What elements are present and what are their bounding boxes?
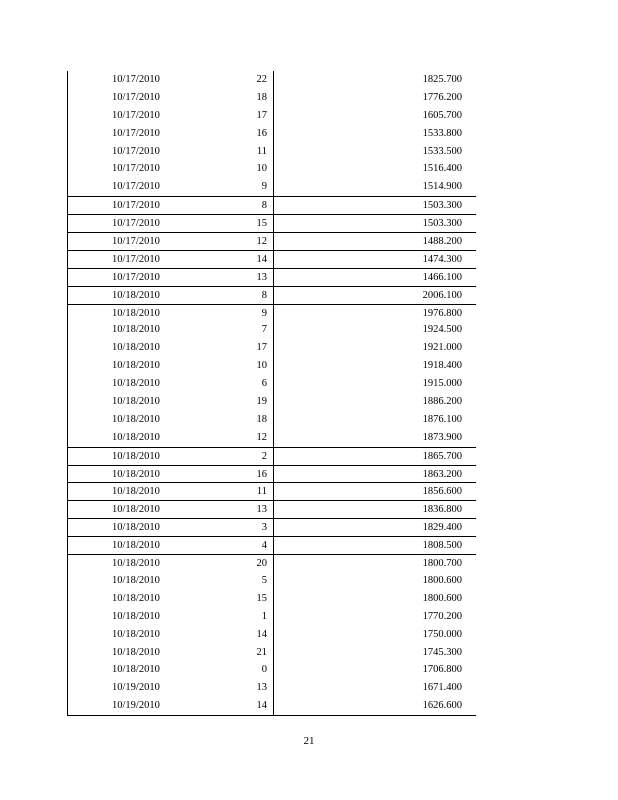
table-row [67, 429, 476, 447]
value-cell: 1836.800 [422, 504, 462, 516]
date-cell: 10/18/2010 [112, 360, 160, 372]
date-cell: 10/19/2010 [112, 682, 160, 694]
table-row [67, 500, 476, 518]
hour-cell: 7 [261, 324, 267, 336]
date-cell: 10/17/2010 [112, 163, 160, 175]
hour-cell: 17 [256, 109, 267, 121]
date-cell: 10/17/2010 [112, 253, 160, 265]
value-cell: 2006.100 [422, 289, 462, 301]
date-cell: 10/17/2010 [112, 181, 160, 193]
value-cell: 1770.200 [422, 610, 462, 622]
value-cell: 1503.300 [422, 200, 462, 212]
date-cell: 10/18/2010 [112, 522, 160, 534]
table-row [67, 125, 476, 143]
table-row [67, 536, 476, 554]
date-cell: 10/18/2010 [112, 324, 160, 336]
value-cell: 1516.400 [422, 163, 462, 175]
hour-cell: 12 [256, 236, 267, 248]
date-cell: 10/18/2010 [112, 540, 160, 552]
table-row [67, 572, 476, 590]
date-cell: 10/18/2010 [112, 450, 160, 462]
table-row [67, 357, 476, 375]
table-row [67, 554, 476, 572]
table-row [67, 214, 476, 232]
value-cell: 1856.600 [422, 486, 462, 498]
table-row [67, 465, 476, 483]
hour-cell: 18 [256, 91, 267, 103]
table-row [67, 626, 476, 644]
table-body [67, 71, 476, 715]
hour-cell: 19 [256, 396, 267, 408]
date-cell: 10/17/2010 [112, 271, 160, 283]
value-cell: 1918.400 [422, 360, 462, 372]
hour-cell: 6 [261, 378, 267, 390]
hour-cell: 14 [256, 253, 267, 265]
table-row [67, 661, 476, 679]
hour-cell: 10 [256, 163, 267, 175]
table-row [67, 393, 476, 411]
hour-cell: 1 [261, 610, 267, 622]
table-row [67, 339, 476, 357]
date-cell: 10/17/2010 [112, 127, 160, 139]
value-cell: 1876.100 [422, 413, 462, 425]
hour-cell: 15 [256, 592, 267, 604]
data-table [67, 71, 476, 715]
date-cell: 10/18/2010 [112, 610, 160, 622]
date-cell: 10/18/2010 [112, 342, 160, 354]
table-row [67, 518, 476, 536]
date-cell: 10/18/2010 [112, 413, 160, 425]
value-cell: 1474.300 [422, 253, 462, 265]
table-row [67, 286, 476, 304]
value-cell: 1745.300 [422, 646, 462, 658]
hour-cell: 11 [256, 145, 267, 157]
value-cell: 1533.800 [422, 127, 462, 139]
date-cell: 10/17/2010 [112, 109, 160, 121]
value-cell: 1873.900 [422, 431, 462, 443]
table-row [67, 447, 476, 465]
table-row [67, 590, 476, 608]
hour-cell: 16 [256, 468, 267, 480]
value-cell: 1829.400 [422, 522, 462, 534]
table-row [67, 375, 476, 393]
hour-cell: 14 [256, 700, 267, 712]
table-row [67, 482, 476, 500]
table-row [67, 143, 476, 161]
hour-cell: 20 [256, 558, 267, 570]
table-row [67, 697, 476, 715]
date-cell: 10/18/2010 [112, 378, 160, 390]
date-cell: 10/18/2010 [112, 307, 160, 319]
value-cell: 1750.000 [422, 628, 462, 640]
hour-cell: 9 [261, 181, 267, 193]
value-cell: 1776.200 [422, 91, 462, 103]
value-cell: 1503.300 [422, 218, 462, 230]
date-cell: 10/18/2010 [112, 486, 160, 498]
hour-cell: 0 [261, 664, 267, 676]
value-cell: 1808.500 [422, 540, 462, 552]
value-cell: 1865.700 [422, 450, 462, 462]
date-cell: 10/18/2010 [112, 574, 160, 586]
value-cell: 1466.100 [422, 271, 462, 283]
hour-cell: 16 [256, 127, 267, 139]
value-cell: 1626.600 [422, 700, 462, 712]
value-cell: 1976.800 [422, 307, 462, 319]
date-cell: 10/18/2010 [112, 289, 160, 301]
date-cell: 10/18/2010 [112, 468, 160, 480]
date-cell: 10/19/2010 [112, 700, 160, 712]
date-cell: 10/18/2010 [112, 664, 160, 676]
hour-cell: 5 [261, 574, 267, 586]
hour-cell: 13 [256, 271, 267, 283]
table-row [67, 178, 476, 196]
value-cell: 1488.200 [422, 236, 462, 248]
value-cell: 1533.500 [422, 145, 462, 157]
hour-cell: 12 [256, 431, 267, 443]
hour-cell: 8 [261, 289, 267, 301]
value-cell: 1800.600 [422, 574, 462, 586]
table-row [67, 321, 476, 339]
value-cell: 1921.000 [422, 342, 462, 354]
hour-cell: 9 [261, 307, 267, 319]
hour-cell: 11 [256, 486, 267, 498]
hour-cell: 22 [256, 74, 267, 85]
date-cell: 10/18/2010 [112, 592, 160, 604]
table-row [67, 268, 476, 286]
date-cell: 10/17/2010 [112, 91, 160, 103]
date-cell: 10/17/2010 [112, 236, 160, 248]
table-row [67, 160, 476, 178]
date-cell: 10/18/2010 [112, 628, 160, 640]
value-cell: 1924.500 [422, 324, 462, 336]
value-cell: 1800.700 [422, 558, 462, 570]
table-left-border [67, 71, 68, 715]
value-cell: 1514.900 [422, 181, 462, 193]
hour-cell: 15 [256, 218, 267, 230]
value-cell: 1886.200 [422, 396, 462, 408]
hour-cell: 17 [256, 342, 267, 354]
value-cell: 1800.600 [422, 592, 462, 604]
table-row [67, 644, 476, 662]
table-row [67, 304, 476, 322]
table-bottom-border [67, 715, 476, 716]
hour-cell: 10 [256, 360, 267, 372]
value-cell: 1915.000 [422, 378, 462, 390]
table-row [67, 89, 476, 107]
table-row [67, 71, 476, 89]
date-cell: 10/18/2010 [112, 396, 160, 408]
hour-cell: 2 [261, 450, 267, 462]
date-cell: 10/18/2010 [112, 646, 160, 658]
table-row [67, 232, 476, 250]
table-row [67, 107, 476, 125]
date-cell: 10/18/2010 [112, 558, 160, 570]
value-cell: 1706.800 [422, 664, 462, 676]
table-row [67, 608, 476, 626]
page-number: 21 [303, 735, 315, 747]
hour-cell: 3 [261, 522, 267, 534]
date-cell: 10/17/2010 [112, 218, 160, 230]
date-cell: 10/18/2010 [112, 431, 160, 443]
hour-cell: 13 [256, 504, 267, 516]
table-row [67, 679, 476, 697]
value-cell: 1605.700 [422, 109, 462, 121]
value-cell: 1863.200 [422, 468, 462, 480]
table-row [67, 411, 476, 429]
hour-cell: 4 [261, 540, 267, 552]
hour-cell: 14 [256, 628, 267, 640]
value-cell: 1671.400 [422, 682, 462, 694]
value-cell: 1825.700 [422, 74, 462, 85]
date-cell: 10/18/2010 [112, 504, 160, 516]
date-cell: 10/17/2010 [112, 200, 160, 212]
hour-cell: 13 [256, 682, 267, 694]
date-cell: 10/17/2010 [112, 74, 160, 85]
hour-cell: 21 [256, 646, 267, 658]
hour-cell: 8 [261, 200, 267, 212]
table-row [67, 196, 476, 214]
table-row [67, 250, 476, 268]
table-column-divider [273, 71, 274, 715]
hour-cell: 18 [256, 413, 267, 425]
date-cell: 10/17/2010 [112, 145, 160, 157]
